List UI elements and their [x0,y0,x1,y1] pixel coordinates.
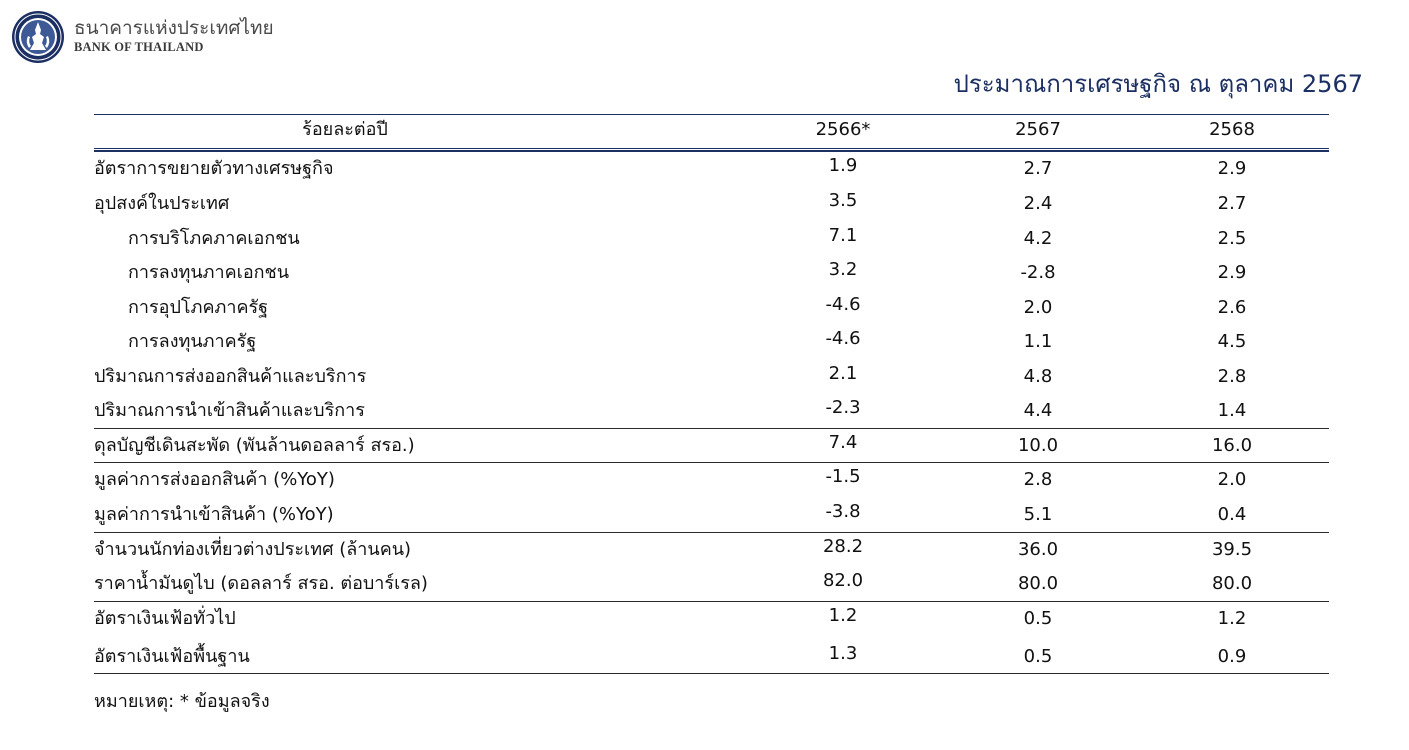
table-cell: 2.6 [1217,297,1247,318]
table-cell: -4.6 [825,328,861,349]
row-label: การลงทุนภาคเอกชน [128,262,290,283]
row-label: ราคาน้ำมันดูไบ (ดอลลาร์ สรอ. ต่อบาร์เรล) [94,573,428,594]
table-cell: 2.0 [1217,469,1247,490]
table-cell: 7.4 [828,432,858,453]
table-divider [94,462,1329,463]
row-label: การอุปโภคภาครัฐ [128,297,269,318]
table-cell: 0.5 [1023,646,1053,667]
row-label: อัตราเงินเฟ้อพื้นฐาน [94,646,250,667]
table-cell: 2.1 [828,363,858,384]
row-label: ปริมาณการนำเข้าสินค้าและบริการ [94,400,365,421]
table-cell: 39.5 [1211,539,1253,560]
page-title: ประมาณการเศรษฐกิจ ณ ตุลาคม 2567 [953,70,1363,98]
row-label: การลงทุนภาครัฐ [128,331,257,352]
table-cell: -3.8 [825,501,861,522]
row-label: อุปสงค์ในประเทศ [94,193,230,214]
table-cell: 2.9 [1217,262,1247,283]
table-cell: 2.7 [1217,193,1247,214]
column-header-2567: 2567 [1015,119,1061,140]
bank-of-thailand-emblem-icon [11,10,65,64]
table-divider [94,532,1329,533]
table-cell: 2.7 [1023,158,1053,179]
table-cell: 36.0 [1017,539,1059,560]
table-cell: 2.0 [1023,297,1053,318]
table-cell: 1.2 [828,605,858,626]
table-cell: 16.0 [1211,435,1253,456]
row-label: ดุลบัญชีเดินสะพัด (พันล้านดอลลาร์ สรอ.) [94,435,415,456]
table-cell: 3.2 [828,259,858,280]
column-header-2566: 2566* [815,119,871,140]
table-cell: -4.6 [825,294,861,315]
table-cell: 4.2 [1023,228,1053,249]
column-header-2568: 2568 [1209,119,1255,140]
table-cell: 1.2 [1217,608,1247,629]
table-divider [94,428,1329,429]
row-label: ปริมาณการส่งออกสินค้าและบริการ [94,366,367,387]
table-cell: 0.9 [1217,646,1247,667]
table-header-rule [94,148,1329,152]
column-header-unit: ร้อยละต่อปี [302,119,388,140]
table-cell: 2.8 [1023,469,1053,490]
org-name-english: BANK OF THAILAND [74,40,204,54]
table-cell: 2.9 [1217,158,1247,179]
table-cell: 2.8 [1217,366,1247,387]
row-label: อัตราเงินเฟ้อทั่วไป [94,608,236,629]
table-cell: -1.5 [825,466,861,487]
table-cell: -2.8 [1020,262,1056,283]
table-cell: 80.0 [1017,573,1059,594]
table-cell: 1.9 [828,155,858,176]
table-cell: 80.0 [1211,573,1253,594]
table-cell: 2.5 [1217,228,1247,249]
table-cell: -2.3 [825,397,861,418]
table-cell: 4.8 [1023,366,1053,387]
row-label: การบริโภคภาคเอกชน [128,228,300,249]
row-label: จำนวนนักท่องเที่ยวต่างประเทศ (ล้านคน) [94,539,412,560]
footnote: หมายเหตุ: * ข้อมูลจริง [94,691,270,712]
table-cell: 2.4 [1023,193,1053,214]
table-cell: 3.5 [828,190,858,211]
table-cell: 5.1 [1023,504,1053,525]
row-label: อัตราการขยายตัวทางเศรษฐกิจ [94,158,334,179]
table-cell: 1.4 [1217,400,1247,421]
row-label: มูลค่าการนำเข้าสินค้า (%YoY) [94,504,334,525]
row-label: มูลค่าการส่งออกสินค้า (%YoY) [94,469,335,490]
table-cell: 0.5 [1023,608,1053,629]
table-cell: 4.4 [1023,400,1053,421]
table-divider [94,601,1329,602]
table-cell: 4.5 [1217,331,1247,352]
table-cell: 0.4 [1217,504,1247,525]
table-bottom-rule [94,673,1329,674]
table-top-rule [94,114,1329,115]
table-cell: 1.3 [828,643,858,664]
table-cell: 82.0 [822,570,864,591]
table-cell: 10.0 [1017,435,1059,456]
table-cell: 1.1 [1023,331,1053,352]
table-cell: 28.2 [822,536,864,557]
table-cell: 7.1 [828,225,858,246]
org-name-thai: ธนาคารแห่งประเทศไทย [74,17,274,39]
